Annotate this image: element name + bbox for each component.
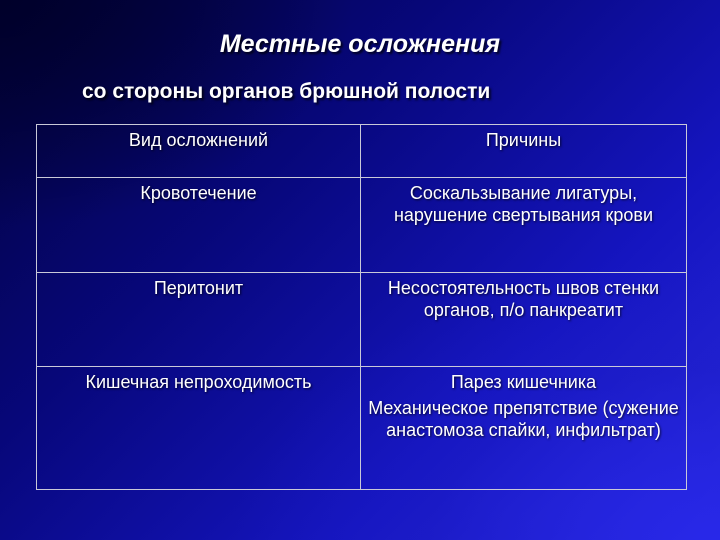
cause-text: Соскальзывание лигатуры, нарушение свертывания крови xyxy=(393,183,653,225)
complication-cell: Перитонит xyxy=(37,273,361,367)
cause-text: Механическое препятствие (сужение анастомоза спайки, инфильтрат) xyxy=(368,398,679,440)
table-row xyxy=(37,273,687,367)
cause-text: Несостоятельность швов стенки органов, п/о панкреатит xyxy=(387,278,660,320)
table-row xyxy=(37,367,687,490)
table-header-row xyxy=(37,125,687,178)
causes-cell xyxy=(361,367,687,490)
complications-table xyxy=(36,124,687,490)
slide-subtitle: со стороны органов брюшной полости xyxy=(82,80,491,103)
table-row xyxy=(37,178,687,273)
header-complication-type: Вид осложнений xyxy=(37,125,361,178)
cause-text: Парез кишечника xyxy=(450,372,597,392)
causes-cell xyxy=(361,273,687,367)
complication-cell: Кровотечение xyxy=(37,178,361,273)
header-causes: Причины xyxy=(361,125,687,178)
causes-cell xyxy=(361,178,687,273)
complication-cell: Кишечная непроходимость xyxy=(37,367,361,490)
slide-title: Местные осложнения xyxy=(219,30,501,58)
